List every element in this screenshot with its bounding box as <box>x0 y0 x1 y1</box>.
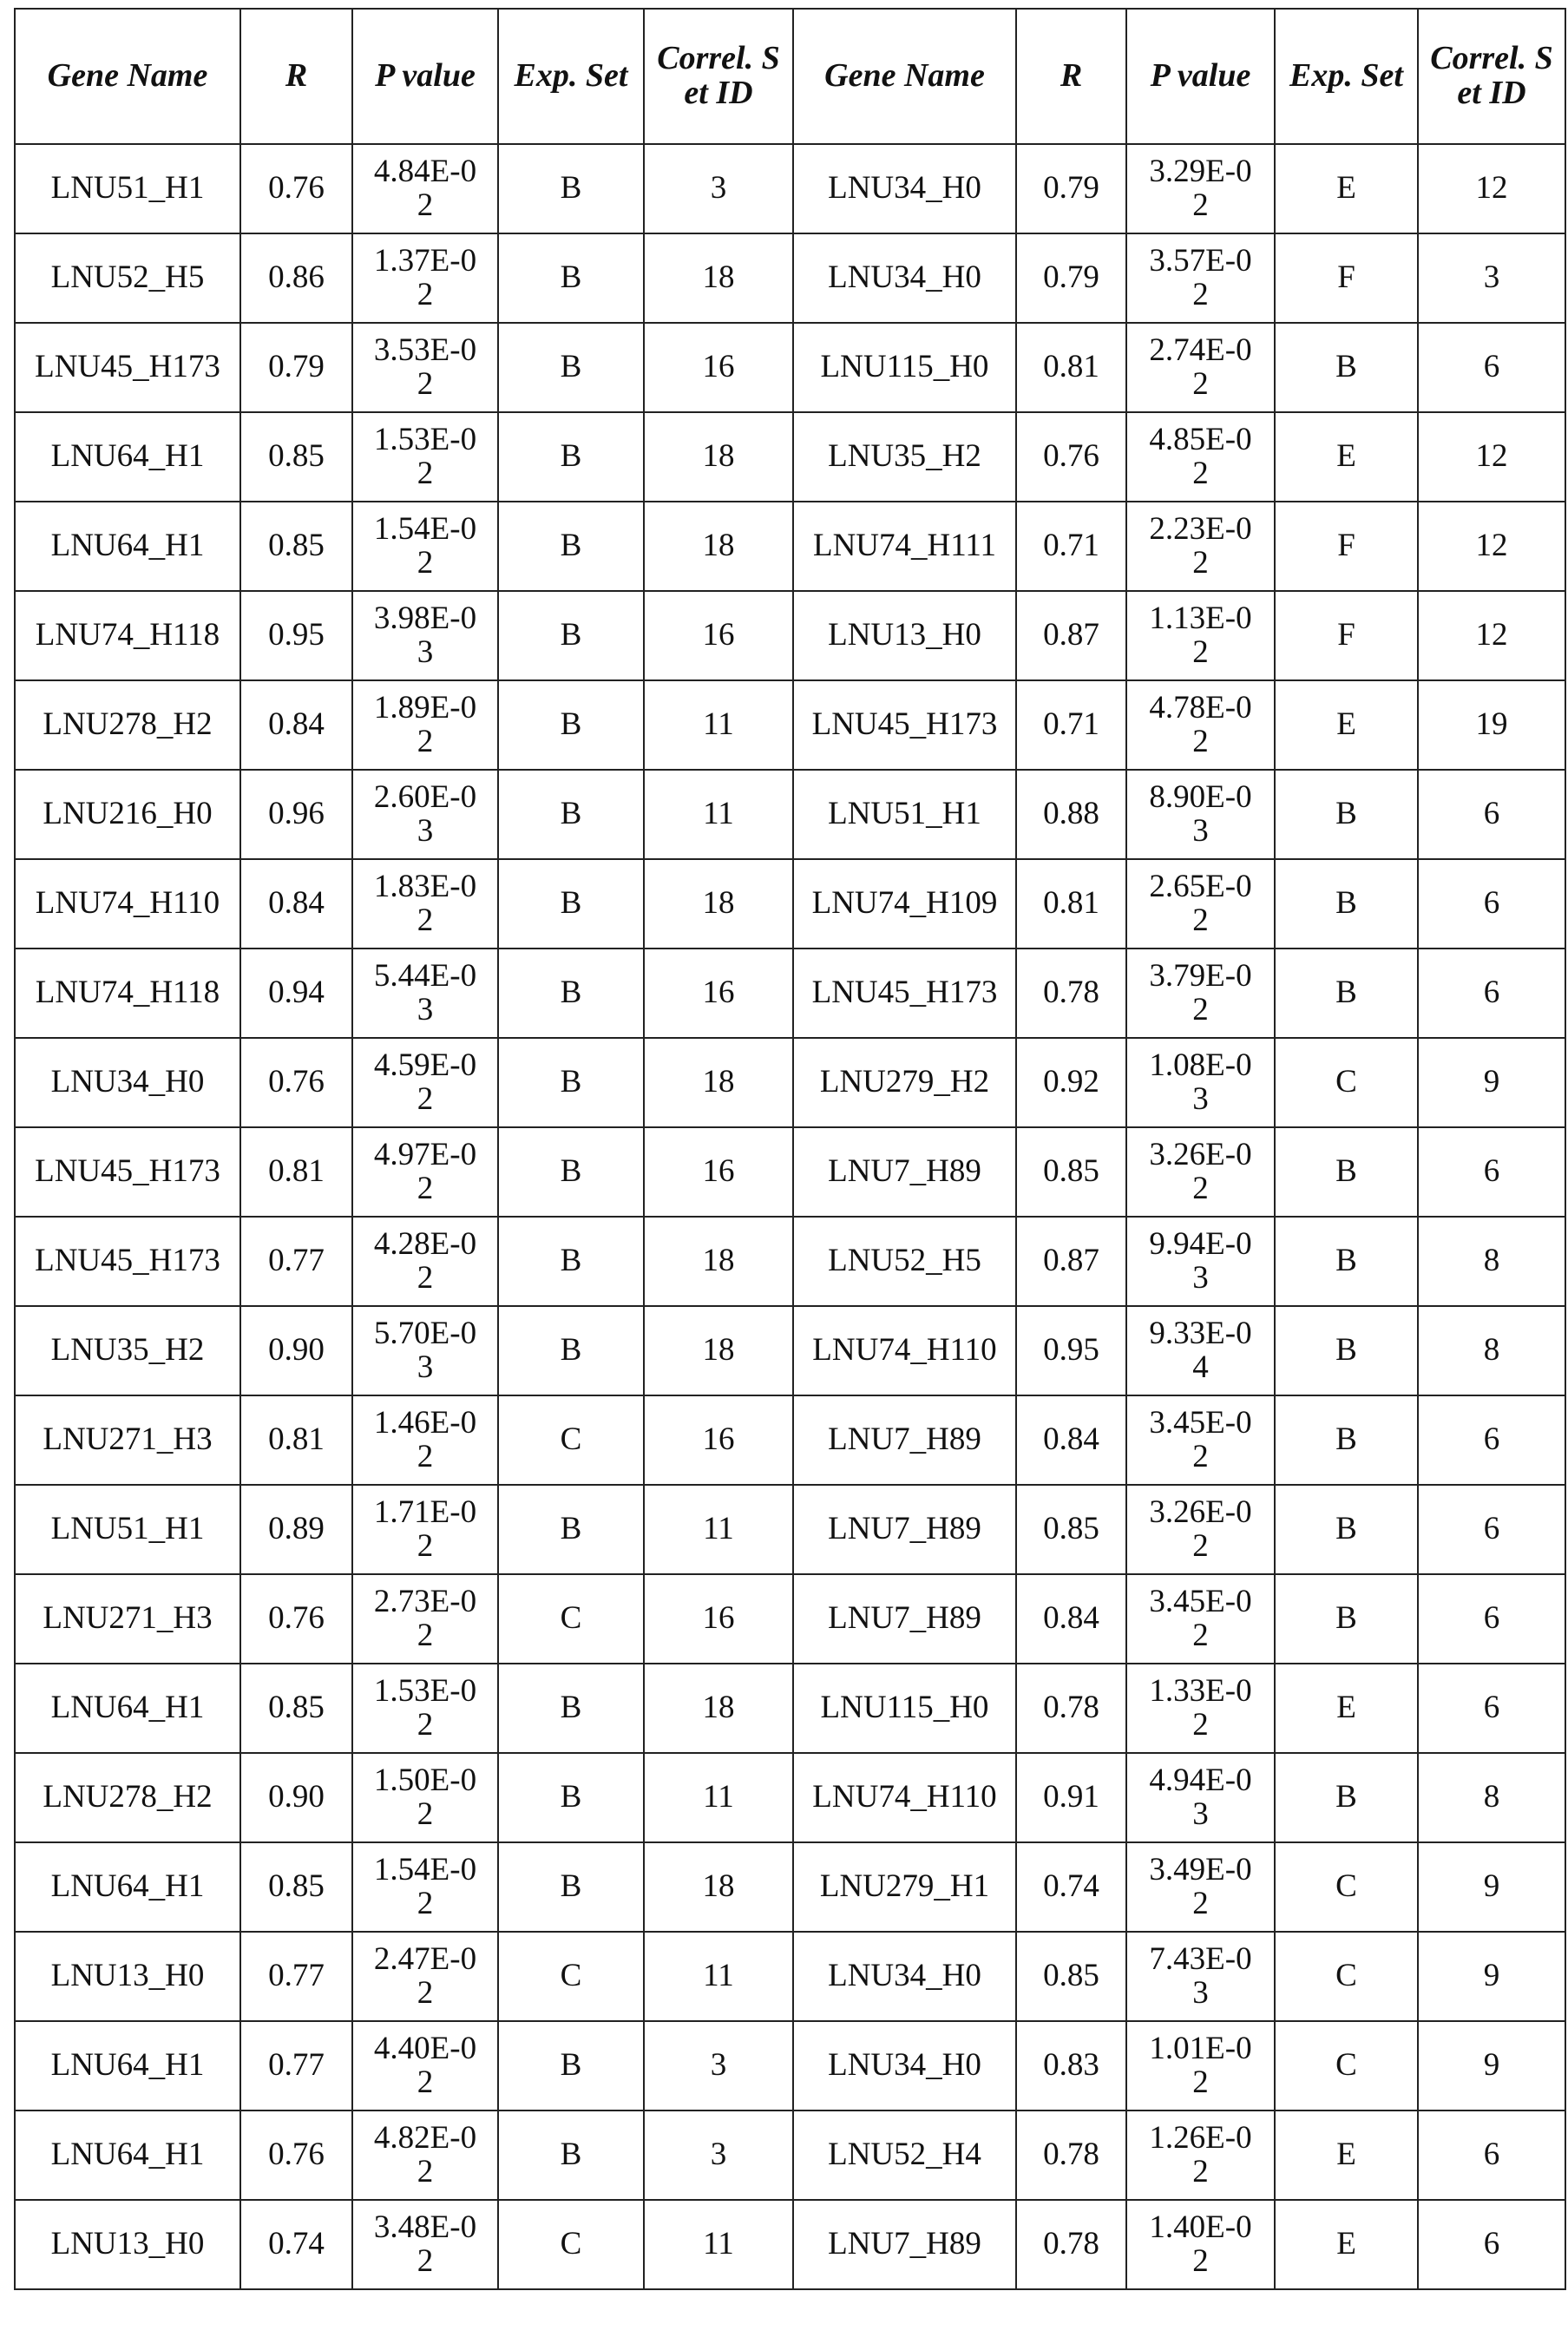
p-value-cell: 2.73E-02 <box>352 1574 498 1664</box>
r-value-cell: 0.92 <box>1016 1038 1126 1127</box>
table-row <box>15 1217 1565 1306</box>
p-value-cell: 2.65E-02 <box>1126 859 1275 949</box>
p-value-cell: 3.29E-02 <box>1126 144 1275 233</box>
header-r-value-right: R <box>1016 9 1126 144</box>
p-value-cell: 1.40E-02 <box>1126 2200 1275 2289</box>
p-value-cell: 3.45E-02 <box>1126 1574 1275 1664</box>
p-value-cell: 1.08E-03 <box>1126 1038 1275 1127</box>
exp-set-cell: E <box>1275 680 1418 770</box>
header-exp-set-right: Exp. Set <box>1275 9 1418 144</box>
gene-name-cell: LNU52_H5 <box>793 1217 1016 1306</box>
exp-set-cell: B <box>498 1664 644 1753</box>
r-value-cell: 0.81 <box>1016 323 1126 412</box>
correl-set-id-cell: 9 <box>1418 2021 1565 2111</box>
r-value-cell: 0.76 <box>1016 412 1126 502</box>
table-row <box>15 1127 1565 1217</box>
exp-set-cell: B <box>498 233 644 323</box>
r-value-cell: 0.77 <box>240 1932 352 2021</box>
correl-set-id-cell: 6 <box>1418 1127 1565 1217</box>
r-value-cell: 0.76 <box>240 1574 352 1664</box>
table-row <box>15 680 1565 770</box>
r-value-cell: 0.74 <box>240 2200 352 2289</box>
correl-set-id-cell: 12 <box>1418 502 1565 591</box>
gene-name-cell: LNU7_H89 <box>793 1485 1016 1574</box>
table-row <box>15 412 1565 502</box>
correl-set-id-cell: 6 <box>1418 859 1565 949</box>
header-correl-set-id-left: Correl. Set ID <box>644 9 793 144</box>
table-row <box>15 144 1565 233</box>
correl-set-id-cell: 6 <box>1418 323 1565 412</box>
p-value-cell: 4.40E-02 <box>352 2021 498 2111</box>
exp-set-cell: B <box>498 323 644 412</box>
p-value-cell: 1.54E-02 <box>352 502 498 591</box>
r-value-cell: 0.81 <box>240 1395 352 1485</box>
gene-name-cell: LNU35_H2 <box>15 1306 240 1395</box>
exp-set-cell: C <box>1275 1932 1418 2021</box>
gene-name-cell: LNU34_H0 <box>793 144 1016 233</box>
correl-set-id-cell: 11 <box>644 1753 793 1842</box>
gene-name-cell: LNU51_H1 <box>15 144 240 233</box>
exp-set-cell: B <box>498 949 644 1038</box>
r-value-cell: 0.85 <box>240 412 352 502</box>
r-value-cell: 0.87 <box>1016 1217 1126 1306</box>
correl-set-id-cell: 18 <box>644 1664 793 1753</box>
p-value-cell: 1.46E-02 <box>352 1395 498 1485</box>
r-value-cell: 0.95 <box>240 591 352 680</box>
r-value-cell: 0.85 <box>240 1842 352 1932</box>
r-value-cell: 0.84 <box>1016 1574 1126 1664</box>
p-value-cell: 8.90E-03 <box>1126 770 1275 859</box>
p-value-cell: 2.47E-02 <box>352 1932 498 2021</box>
gene-name-cell: LNU35_H2 <box>793 412 1016 502</box>
r-value-cell: 0.76 <box>240 1038 352 1127</box>
correl-set-id-cell: 16 <box>644 323 793 412</box>
p-value-cell: 4.78E-02 <box>1126 680 1275 770</box>
p-value-cell: 7.43E-03 <box>1126 1932 1275 2021</box>
correl-set-id-cell: 9 <box>1418 1038 1565 1127</box>
correl-set-id-cell: 6 <box>1418 949 1565 1038</box>
table-row <box>15 859 1565 949</box>
gene-name-cell: LNU74_H110 <box>793 1753 1016 1842</box>
exp-set-cell: C <box>1275 1038 1418 1127</box>
r-value-cell: 0.87 <box>1016 591 1126 680</box>
exp-set-cell: B <box>498 591 644 680</box>
header-gene-name-right: Gene Name <box>793 9 1016 144</box>
table-header <box>15 9 1565 144</box>
gene-name-cell: LNU13_H0 <box>15 1932 240 2021</box>
table-row <box>15 1306 1565 1395</box>
correl-set-id-cell: 8 <box>1418 1217 1565 1306</box>
gene-name-cell: LNU51_H1 <box>15 1485 240 1574</box>
header-p-value-right: P value <box>1126 9 1275 144</box>
correl-set-id-cell: 3 <box>644 2021 793 2111</box>
gene-name-cell: LNU271_H3 <box>15 1574 240 1664</box>
r-value-cell: 0.94 <box>240 949 352 1038</box>
correl-set-id-cell: 6 <box>1418 2200 1565 2289</box>
r-value-cell: 0.77 <box>240 2021 352 2111</box>
exp-set-cell: B <box>498 1127 644 1217</box>
p-value-cell: 3.45E-02 <box>1126 1395 1275 1485</box>
gene-name-cell: LNU34_H0 <box>793 2021 1016 2111</box>
gene-name-cell: LNU115_H0 <box>793 323 1016 412</box>
gene-name-cell: LNU279_H1 <box>793 1842 1016 1932</box>
exp-set-cell: B <box>498 2021 644 2111</box>
gene-name-cell: LNU74_H110 <box>793 1306 1016 1395</box>
p-value-cell: 1.83E-02 <box>352 859 498 949</box>
r-value-cell: 0.84 <box>240 859 352 949</box>
exp-set-cell: B <box>498 770 644 859</box>
exp-set-cell: B <box>498 502 644 591</box>
gene-name-cell: LNU64_H1 <box>15 502 240 591</box>
p-value-cell: 4.84E-02 <box>352 144 498 233</box>
correl-set-id-cell: 12 <box>1418 412 1565 502</box>
r-value-cell: 0.90 <box>240 1753 352 1842</box>
correl-set-id-cell: 12 <box>1418 144 1565 233</box>
exp-set-cell: B <box>498 859 644 949</box>
gene-name-cell: LNU45_H173 <box>15 1127 240 1217</box>
gene-name-cell: LNU52_H5 <box>15 233 240 323</box>
gene-name-cell: LNU64_H1 <box>15 2111 240 2200</box>
gene-name-cell: LNU115_H0 <box>793 1664 1016 1753</box>
correl-set-id-cell: 19 <box>1418 680 1565 770</box>
correl-set-id-cell: 18 <box>644 1038 793 1127</box>
exp-set-cell: C <box>498 1932 644 2021</box>
r-value-cell: 0.86 <box>240 233 352 323</box>
correl-set-id-cell: 16 <box>644 1395 793 1485</box>
correl-set-id-cell: 6 <box>1418 1395 1565 1485</box>
gene-name-cell: LNU52_H4 <box>793 2111 1016 2200</box>
p-value-cell: 3.57E-02 <box>1126 233 1275 323</box>
gene-name-cell: LNU216_H0 <box>15 770 240 859</box>
p-value-cell: 3.79E-02 <box>1126 949 1275 1038</box>
gene-name-cell: LNU13_H0 <box>793 591 1016 680</box>
correl-set-id-cell: 11 <box>644 1932 793 2021</box>
exp-set-cell: E <box>1275 2111 1418 2200</box>
exp-set-cell: B <box>498 1753 644 1842</box>
p-value-cell: 4.94E-03 <box>1126 1753 1275 1842</box>
r-value-cell: 0.78 <box>1016 949 1126 1038</box>
exp-set-cell: E <box>1275 144 1418 233</box>
correl-set-id-cell: 18 <box>644 502 793 591</box>
r-value-cell: 0.84 <box>1016 1395 1126 1485</box>
exp-set-cell: B <box>498 1038 644 1127</box>
correl-set-id-cell: 18 <box>644 859 793 949</box>
r-value-cell: 0.74 <box>1016 1842 1126 1932</box>
exp-set-cell: C <box>498 1395 644 1485</box>
r-value-cell: 0.85 <box>240 1664 352 1753</box>
gene-name-cell: LNU45_H173 <box>793 949 1016 1038</box>
correl-set-id-cell: 6 <box>1418 770 1565 859</box>
r-value-cell: 0.95 <box>1016 1306 1126 1395</box>
p-value-cell: 1.37E-02 <box>352 233 498 323</box>
correl-set-id-cell: 16 <box>644 949 793 1038</box>
gene-name-cell: LNU51_H1 <box>793 770 1016 859</box>
correl-set-id-cell: 18 <box>644 412 793 502</box>
correl-set-id-cell: 9 <box>1418 1932 1565 2021</box>
p-value-cell: 3.48E-02 <box>352 2200 498 2289</box>
p-value-cell: 1.54E-02 <box>352 1842 498 1932</box>
r-value-cell: 0.84 <box>240 680 352 770</box>
p-value-cell: 1.71E-02 <box>352 1485 498 1574</box>
p-value-cell: 1.13E-02 <box>1126 591 1275 680</box>
correl-set-id-cell: 11 <box>644 770 793 859</box>
table-row <box>15 770 1565 859</box>
exp-set-cell: B <box>1275 1485 1418 1574</box>
exp-set-cell: B <box>1275 770 1418 859</box>
exp-set-cell: B <box>1275 859 1418 949</box>
correl-set-id-cell: 8 <box>1418 1306 1565 1395</box>
exp-set-cell: B <box>498 680 644 770</box>
p-value-cell: 1.53E-02 <box>352 1664 498 1753</box>
p-value-cell: 1.01E-02 <box>1126 2021 1275 2111</box>
p-value-cell: 9.33E-04 <box>1126 1306 1275 1395</box>
gene-name-cell: LNU271_H3 <box>15 1395 240 1485</box>
table-row <box>15 2111 1565 2200</box>
r-value-cell: 0.77 <box>240 1217 352 1306</box>
table-row <box>15 502 1565 591</box>
exp-set-cell: B <box>498 2111 644 2200</box>
header-correl-set-id-right: Correl. Set ID <box>1418 9 1565 144</box>
exp-set-cell: C <box>1275 2021 1418 2111</box>
r-value-cell: 0.78 <box>1016 2111 1126 2200</box>
p-value-cell: 5.70E-03 <box>352 1306 498 1395</box>
r-value-cell: 0.83 <box>1016 2021 1126 2111</box>
table-row <box>15 323 1565 412</box>
table-row <box>15 949 1565 1038</box>
gene-name-cell: LNU74_H118 <box>15 591 240 680</box>
table-row <box>15 1485 1565 1574</box>
correl-set-id-cell: 16 <box>644 1574 793 1664</box>
header-r-value-left: R <box>240 9 352 144</box>
r-value-cell: 0.78 <box>1016 2200 1126 2289</box>
r-value-cell: 0.81 <box>1016 859 1126 949</box>
gene-name-cell: LNU7_H89 <box>793 2200 1016 2289</box>
exp-set-cell: E <box>1275 2200 1418 2289</box>
gene-name-cell: LNU64_H1 <box>15 1664 240 1753</box>
exp-set-cell: B <box>1275 949 1418 1038</box>
correl-set-id-cell: 3 <box>644 144 793 233</box>
p-value-cell: 4.97E-02 <box>352 1127 498 1217</box>
exp-set-cell: F <box>1275 233 1418 323</box>
p-value-cell: 4.28E-02 <box>352 1217 498 1306</box>
table-body <box>15 144 1565 2289</box>
correl-set-id-cell: 18 <box>644 233 793 323</box>
correl-set-id-cell: 18 <box>644 1306 793 1395</box>
gene-name-cell: LNU74_H118 <box>15 949 240 1038</box>
correl-set-id-cell: 6 <box>1418 1574 1565 1664</box>
exp-set-cell: B <box>1275 1127 1418 1217</box>
r-value-cell: 0.91 <box>1016 1753 1126 1842</box>
gene-name-cell: LNU74_H111 <box>793 502 1016 591</box>
exp-set-cell: B <box>1275 1217 1418 1306</box>
r-value-cell: 0.79 <box>240 323 352 412</box>
exp-set-cell: B <box>498 1217 644 1306</box>
r-value-cell: 0.88 <box>1016 770 1126 859</box>
table-row <box>15 1038 1565 1127</box>
r-value-cell: 0.81 <box>240 1127 352 1217</box>
gene-name-cell: LNU45_H173 <box>15 1217 240 1306</box>
correl-set-id-cell: 3 <box>1418 233 1565 323</box>
r-value-cell: 0.71 <box>1016 680 1126 770</box>
p-value-cell: 2.23E-02 <box>1126 502 1275 591</box>
correl-set-id-cell: 6 <box>1418 1485 1565 1574</box>
table-row <box>15 1574 1565 1664</box>
gene-name-cell: LNU278_H2 <box>15 1753 240 1842</box>
p-value-cell: 2.74E-02 <box>1126 323 1275 412</box>
table-row <box>15 2021 1565 2111</box>
exp-set-cell: B <box>498 144 644 233</box>
r-value-cell: 0.89 <box>240 1485 352 1574</box>
gene-name-cell: LNU278_H2 <box>15 680 240 770</box>
table-row <box>15 1395 1565 1485</box>
gene-correlation-table <box>14 8 1566 2290</box>
correl-set-id-cell: 18 <box>644 1217 793 1306</box>
r-value-cell: 0.79 <box>1016 233 1126 323</box>
p-value-cell: 5.44E-03 <box>352 949 498 1038</box>
exp-set-cell: C <box>498 1574 644 1664</box>
p-value-cell: 2.60E-03 <box>352 770 498 859</box>
p-value-cell: 3.53E-02 <box>352 323 498 412</box>
exp-set-cell: B <box>1275 1574 1418 1664</box>
exp-set-cell: B <box>498 1485 644 1574</box>
correl-set-id-cell: 6 <box>1418 2111 1565 2200</box>
r-value-cell: 0.85 <box>1016 1485 1126 1574</box>
table-row <box>15 1753 1565 1842</box>
correl-set-id-cell: 6 <box>1418 1664 1565 1753</box>
correl-set-id-cell: 16 <box>644 1127 793 1217</box>
correl-set-id-cell: 11 <box>644 680 793 770</box>
gene-name-cell: LNU34_H0 <box>15 1038 240 1127</box>
gene-name-cell: LNU64_H1 <box>15 412 240 502</box>
correl-set-id-cell: 9 <box>1418 1842 1565 1932</box>
exp-set-cell: B <box>498 412 644 502</box>
gene-name-cell: LNU64_H1 <box>15 1842 240 1932</box>
exp-set-cell: F <box>1275 502 1418 591</box>
p-value-cell: 1.89E-02 <box>352 680 498 770</box>
p-value-cell: 1.26E-02 <box>1126 2111 1275 2200</box>
correl-set-id-cell: 12 <box>1418 591 1565 680</box>
p-value-cell: 4.85E-02 <box>1126 412 1275 502</box>
header-p-value-left: P value <box>352 9 498 144</box>
gene-name-cell: LNU45_H173 <box>793 680 1016 770</box>
gene-name-cell: LNU45_H173 <box>15 323 240 412</box>
p-value-cell: 1.33E-02 <box>1126 1664 1275 1753</box>
correl-set-id-cell: 16 <box>644 591 793 680</box>
gene-name-cell: LNU34_H0 <box>793 233 1016 323</box>
r-value-cell: 0.96 <box>240 770 352 859</box>
gene-name-cell: LNU74_H110 <box>15 859 240 949</box>
gene-name-cell: LNU34_H0 <box>793 1932 1016 2021</box>
p-value-cell: 4.82E-02 <box>352 2111 498 2200</box>
r-value-cell: 0.85 <box>1016 1127 1126 1217</box>
p-value-cell: 3.98E-03 <box>352 591 498 680</box>
exp-set-cell: E <box>1275 1664 1418 1753</box>
exp-set-cell: B <box>1275 1753 1418 1842</box>
p-value-cell: 3.49E-02 <box>1126 1842 1275 1932</box>
correl-set-id-cell: 11 <box>644 2200 793 2289</box>
header-exp-set-left: Exp. Set <box>498 9 644 144</box>
gene-name-cell: LNU7_H89 <box>793 1574 1016 1664</box>
p-value-cell: 1.50E-02 <box>352 1753 498 1842</box>
p-value-cell: 1.53E-02 <box>352 412 498 502</box>
exp-set-cell: B <box>1275 1395 1418 1485</box>
gene-name-cell: LNU64_H1 <box>15 2021 240 2111</box>
r-value-cell: 0.85 <box>1016 1932 1126 2021</box>
table-row <box>15 591 1565 680</box>
p-value-cell: 3.26E-02 <box>1126 1485 1275 1574</box>
header-gene-name-left: Gene Name <box>15 9 240 144</box>
r-value-cell: 0.78 <box>1016 1664 1126 1753</box>
gene-name-cell: LNU13_H0 <box>15 2200 240 2289</box>
gene-name-cell: LNU7_H89 <box>793 1395 1016 1485</box>
correl-set-id-cell: 11 <box>644 1485 793 1574</box>
p-value-cell: 3.26E-02 <box>1126 1127 1275 1217</box>
table-row <box>15 1842 1565 1932</box>
table-row <box>15 2200 1565 2289</box>
exp-set-cell: E <box>1275 412 1418 502</box>
r-value-cell: 0.76 <box>240 144 352 233</box>
exp-set-cell: C <box>498 2200 644 2289</box>
correl-set-id-cell: 3 <box>644 2111 793 2200</box>
header-row <box>15 9 1565 144</box>
gene-name-cell: LNU279_H2 <box>793 1038 1016 1127</box>
gene-name-cell: LNU7_H89 <box>793 1127 1016 1217</box>
r-value-cell: 0.79 <box>1016 144 1126 233</box>
r-value-cell: 0.76 <box>240 2111 352 2200</box>
exp-set-cell: F <box>1275 591 1418 680</box>
r-value-cell: 0.71 <box>1016 502 1126 591</box>
gene-name-cell: LNU74_H109 <box>793 859 1016 949</box>
table-row <box>15 1932 1565 2021</box>
correl-set-id-cell: 8 <box>1418 1753 1565 1842</box>
r-value-cell: 0.90 <box>240 1306 352 1395</box>
correl-set-id-cell: 18 <box>644 1842 793 1932</box>
exp-set-cell: B <box>1275 323 1418 412</box>
p-value-cell: 9.94E-03 <box>1126 1217 1275 1306</box>
exp-set-cell: B <box>1275 1306 1418 1395</box>
exp-set-cell: C <box>1275 1842 1418 1932</box>
p-value-cell: 4.59E-02 <box>352 1038 498 1127</box>
r-value-cell: 0.85 <box>240 502 352 591</box>
exp-set-cell: B <box>498 1842 644 1932</box>
table-row <box>15 233 1565 323</box>
exp-set-cell: B <box>498 1306 644 1395</box>
table-row <box>15 1664 1565 1753</box>
